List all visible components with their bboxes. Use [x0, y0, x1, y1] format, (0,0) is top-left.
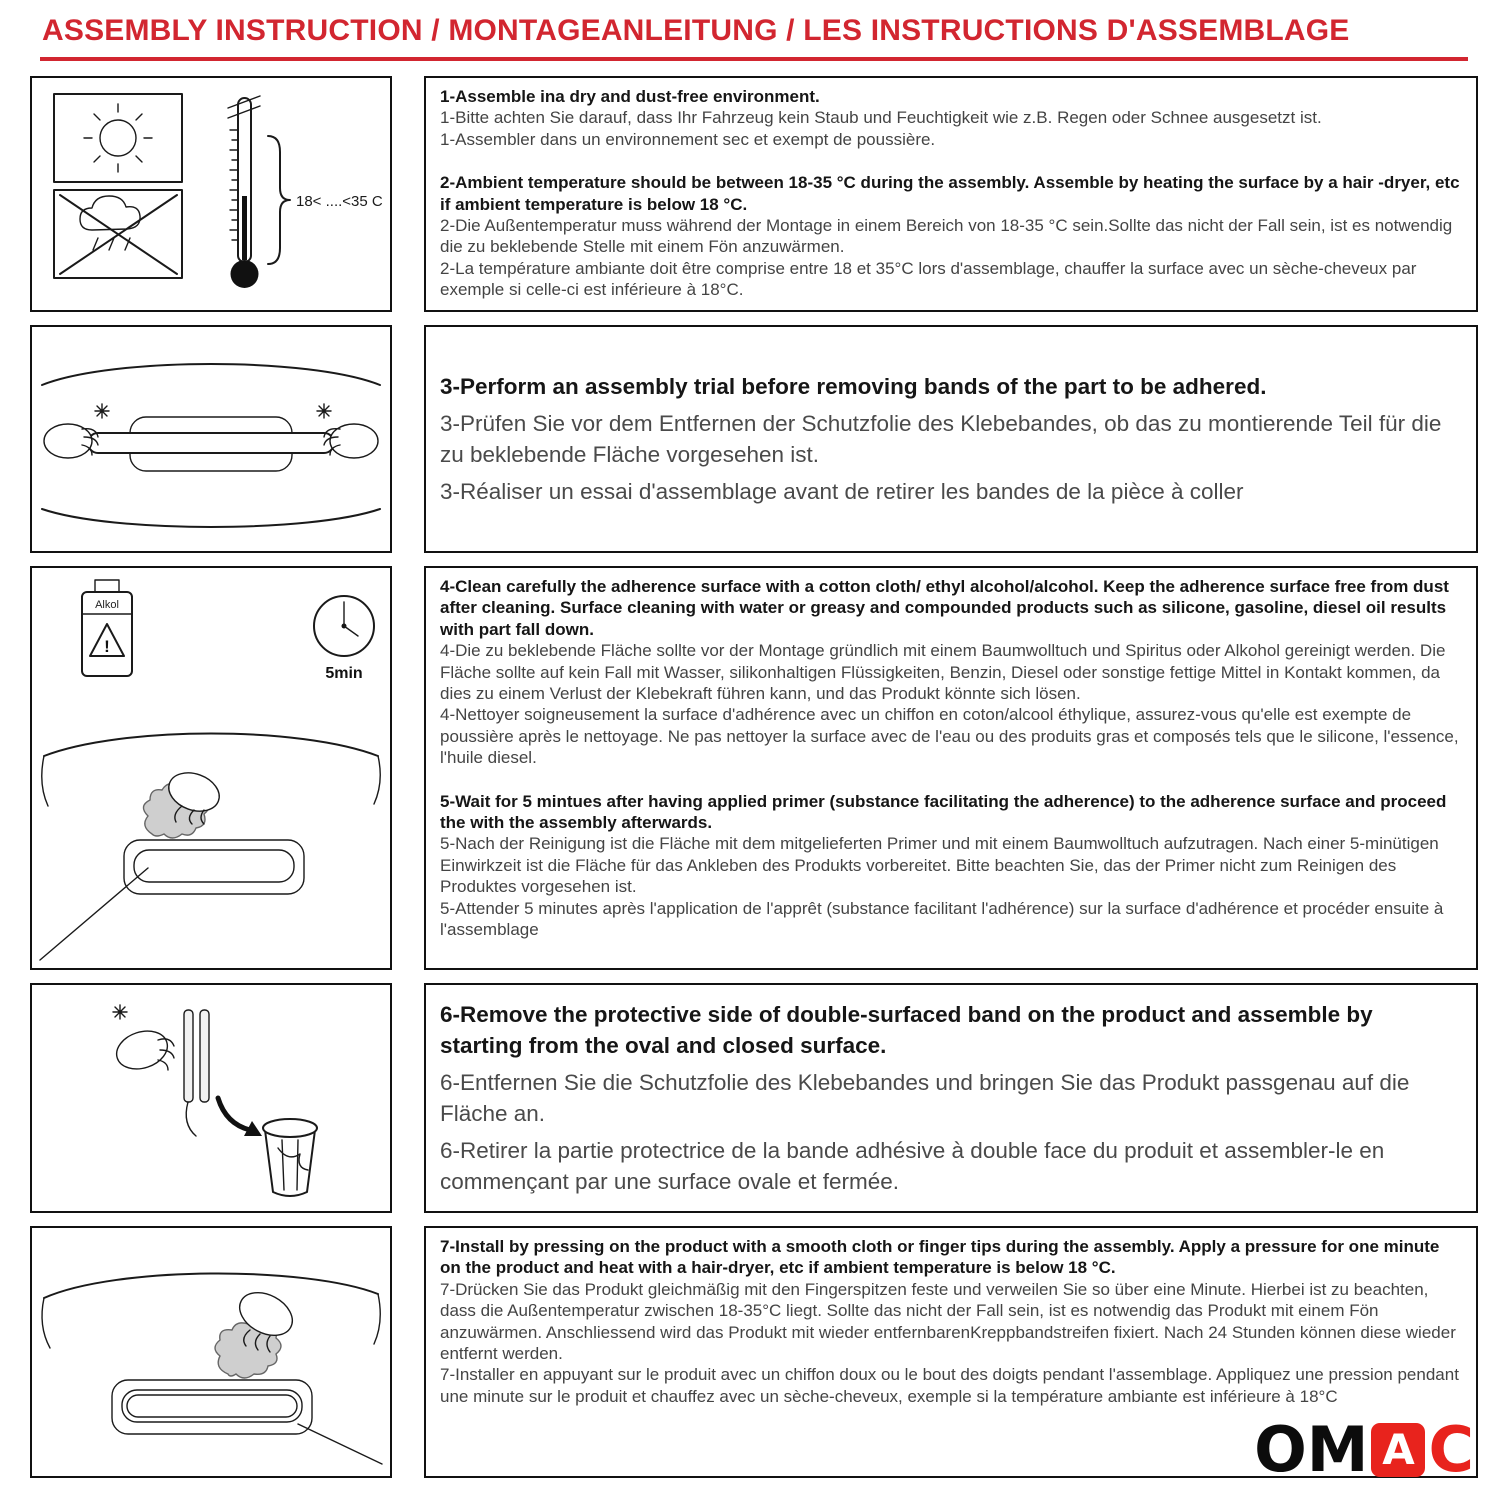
sparkle-icon — [317, 404, 331, 418]
clock-label: 5min — [325, 665, 363, 682]
step4-de: 4-Die zu beklebende Fläche sollte vor der Montage gründlich mit einem Baumwolltuch und Spiritus oder Alkohol gereinigt werden. Die Fläche sollte auf kein Fall mit Wasser, silikonhaltigen Flüssigkeiten, Benzin, Diesel oder sonstige fettige Mittel in Kontakt kommen, da dies zu einem Verlust der Klebekraft führen kann, und das Produkt könnte sich lösen. — [440, 641, 1446, 704]
step1-de: 1-Bitte achten Sie darauf, dass Ihr Fahrzeug kein Staub und Feuchtigkeit wie z.B. Regen oder Schnee ausgesetzt ist. — [440, 108, 1322, 128]
bottle-label: Alkol — [95, 599, 119, 611]
omac-logo — [1254, 1413, 1474, 1486]
arrow-icon — [218, 1098, 250, 1130]
range-brace — [268, 136, 290, 264]
illustration-box-environment — [30, 76, 392, 312]
environment-temperature-illustration — [32, 78, 390, 310]
step7-fr: 7-Installer en appuyant sur le produit avec un chiffon doux ou le bout des doigts pendant l'assemblage. Appliquez une pression pendant une minute sur le produit et chauffez avec un sèche-cheveux, exemple si la température ambiante est inférieure à 18°C — [440, 1365, 1459, 1406]
no-rain-icon — [54, 190, 182, 278]
step4-en: 4-Clean carefully the adherence surface with a cotton cloth/ ethyl alcohol/alcohol. Keep the adherence surface free from dust after cleaning. Surface cleaning with water or greasy and compounded products such as silicone, gasoline, diesel oil results with part fall down. — [440, 577, 1449, 639]
assembly-trial-illustration — [32, 327, 390, 551]
warning-exclamation: ! — [104, 637, 110, 656]
step6-en: 6-Remove the protective side of double-surfaced band on the product and assemble by starting from the oval and closed surface. — [440, 1001, 1373, 1058]
left-hand — [44, 424, 98, 458]
thermometer-icon — [228, 96, 260, 288]
sparkle-icon — [95, 404, 109, 418]
text-box-step-4-5 — [424, 566, 1478, 970]
logo-text-c: C — [1428, 1413, 1474, 1486]
temperature-range-label: 18< ....<35 C — [296, 193, 383, 210]
title-rule — [40, 57, 1468, 61]
logo-text-om: OM — [1254, 1413, 1369, 1486]
hand — [112, 1025, 174, 1075]
text-box-step-3 — [424, 325, 1478, 553]
illustration-box-press-install — [30, 1226, 392, 1478]
step4-fr: 4-Nettoyer soigneusement la surface d'adhérence avec un chiffon en coton/alcool éthylique, assurez-vous qu'elle est exempte de poussière après le nettoyage. Ne pas nettoyer la surface avec de l'eau ou des produits gras et composés tels que le silicone, l'essence, l'huile diesel. — [440, 705, 1459, 768]
step5-en: 5-Wait for 5 mintues after having applied primer (substance facilitating the adherence) to the adherence surface and proceed the with the assembly afterwards. — [440, 791, 1447, 833]
step1-en: 1-Assemble ina dry and dust-free environment. — [440, 87, 820, 106]
step3-en: 3-Perform an assembly trial before removing bands of the part to be adhered. — [440, 373, 1267, 399]
step2-fr: 2-La température ambiante doit être comprise entre 18 et 35°C lors d'assemblage, chauffer la surface avec un sèche-cheveux par exemple si celle-ci est inférieure à 18°C. — [440, 258, 1417, 300]
alcohol-bottle-icon — [82, 580, 132, 676]
logo-text-a: A — [1382, 1425, 1415, 1474]
step6-fr: 6-Retirer la partie protectrice de la bande adhésive à double face du produit et assembler-le en commençant par une surface ovale et fermée. — [440, 1138, 1385, 1195]
remove-band-illustration — [32, 985, 390, 1211]
cleaning-illustration — [32, 568, 390, 968]
step3-fr: 3-Réaliser un essai d'assemblage avant de retirer les bandes de la pièce à coller — [440, 479, 1244, 505]
trash-can-icon — [263, 1119, 317, 1196]
step7-de: 7-Drücken Sie das Produkt gleichmäßig mit den Fingerspitzen feste und verweilen Sie so über eine Minute. Hierbei ist zu beachten, dass die Außentemperatur zwischen 18-35°C liegt. Sollte das nicht der Fall sein, ist es notwendig das Produkt mit einem Fön anzuwärmen. Anschliessend wird das Produkt mit wieder entfernbarenKreppbandstreifen fixiert. Nach 24 Stunden können diese wieder entfernt werden. — [440, 1279, 1456, 1364]
step2-en: 2-Ambient temperature should be between 18-35 °C during the assembly. Assemble by heating the surface by a hair -dryer, etc if ambient temperature is below 18 °C. — [440, 173, 1460, 214]
instruction-row-3 — [30, 566, 1478, 970]
step3-de: 3-Prüfen Sie vor dem Entfernen der Schutzfolie des Klebebandes, ob das zu montierende Teil für die zu beklebende Fläche vorgesehen ist. — [440, 410, 1442, 467]
step1-fr: 1-Assembler dans un environnement sec et exempt de poussière. — [440, 129, 936, 149]
illustration-box-cleaning — [30, 566, 392, 970]
instruction-row-2 — [30, 325, 1478, 553]
page-title: ASSEMBLY INSTRUCTION / MONTAGEANLEITUNG / LES INSTRUCTIONS D'ASSEMBLAGE — [42, 14, 1350, 47]
step5-de: 5-Nach der Reinigung ist die Fläche mit dem mitgelieferten Primer und mit einem Baumwolltuch aufzutragen. Nach einer 5-minütigen Einwirkzeit ist die Fläche für das Ankleben des Produkts vorbereitet. Bitte beachten Sie, das der Primer nicht zum Reinigen des Produktes vorgesehen ist. — [440, 834, 1439, 897]
wipe-surface-scene — [40, 734, 380, 961]
right-hand — [324, 424, 378, 458]
illustration-box-remove-band — [30, 983, 392, 1213]
clock-icon — [314, 596, 374, 682]
adhesive-strips — [184, 1010, 209, 1136]
instruction-row-4 — [30, 983, 1478, 1213]
sparkle-icon — [113, 1005, 127, 1019]
warning-triangle-icon — [90, 624, 124, 656]
step6-de: 6-Entfernen Sie die Schutzfolie des Klebebandes und bringen Sie das Produkt passgenau auf die Fläche an. — [440, 1069, 1410, 1126]
press-install-illustration — [32, 1228, 390, 1476]
text-box-step-6 — [424, 983, 1478, 1213]
text-box-step-1-2 — [424, 76, 1478, 312]
illustration-box-assembly-trial — [30, 325, 392, 553]
paragraph-gap — [440, 150, 1460, 172]
paragraph-gap — [440, 769, 1460, 791]
logo-a-square — [1371, 1423, 1425, 1477]
sun-icon — [54, 94, 182, 182]
step5-fr: 5-Attender 5 minutes après l'application de l'apprêt (substance facilitant l'adhérence) sur la surface d'adhérence et procéder ensuite à l'assemblage — [440, 898, 1444, 940]
instruction-row-1 — [30, 76, 1478, 312]
step7-en: 7-Install by pressing on the product with a smooth cloth or finger tips during the assembly. Apply a pressure for one minute on the product and heat with a hair-dryer, etc if ambient temperature is below 18 °C. — [440, 1237, 1440, 1278]
step2-de: 2-Die Außentemperatur muss während der Montage in einem Bereich von 18-35 °C sein.Sollte das nicht der Fall sein, ist es notwendig die zu beklebende Stelle mit einem Fön anzuwärmen. — [440, 216, 1453, 257]
